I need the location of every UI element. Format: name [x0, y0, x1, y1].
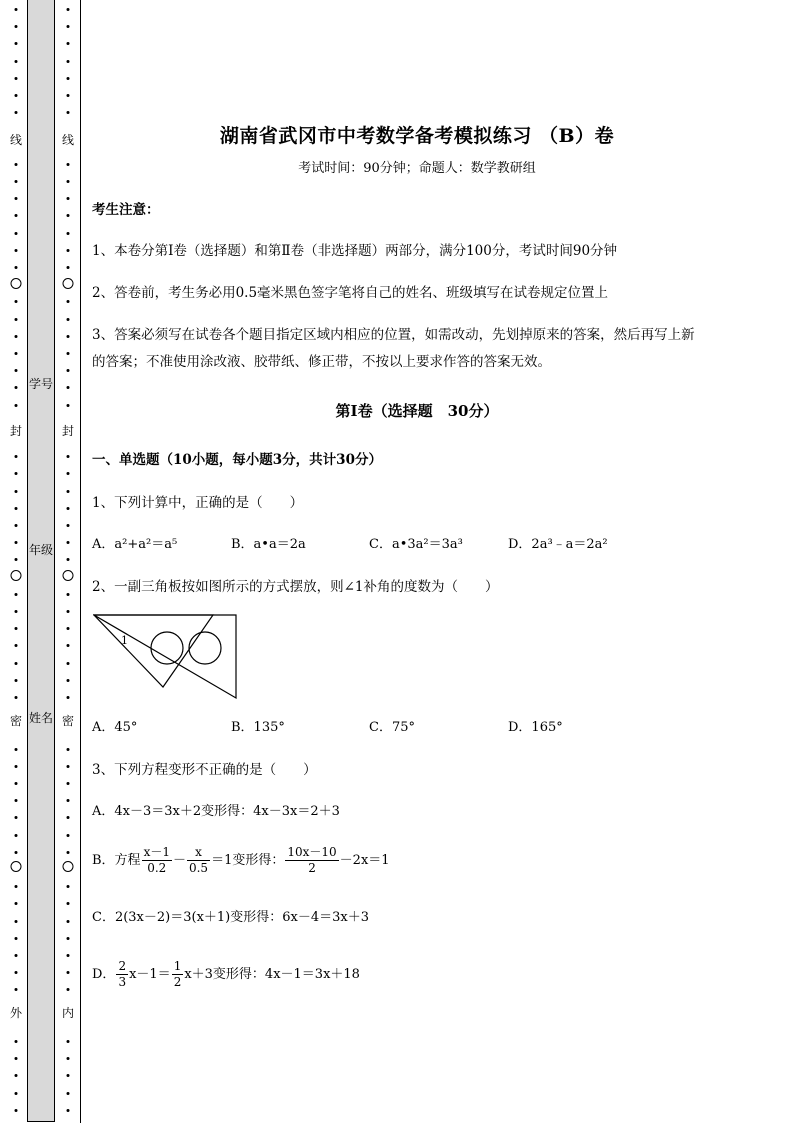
- circle-left: [151, 632, 183, 664]
- binding-dot: [67, 1040, 70, 1043]
- binding-dot: [15, 249, 18, 252]
- grade-label: 年级: [28, 543, 53, 557]
- binding-dot: [15, 404, 18, 407]
- binding-dot: [67, 851, 70, 854]
- binding-dot: [15, 455, 18, 458]
- binding-dot: [67, 885, 70, 888]
- binding-dot: [15, 679, 18, 682]
- notice-item-2: 2、答卷前，考生务必用0.5毫米黑色签字笔将自己的姓名、班级填写在试卷规定位置上: [92, 285, 609, 301]
- binding-circle: [11, 278, 22, 289]
- binding-dot: [67, 748, 70, 751]
- binding-dot: [67, 8, 70, 11]
- binding-dot: [15, 42, 18, 45]
- binding-mark-seal-inner: 封: [58, 424, 78, 438]
- q2-option-a: A．45°: [92, 720, 138, 735]
- binding-dot: [67, 627, 70, 630]
- binding-dot: [67, 77, 70, 80]
- notice-item-3: 3、答案必须写在试卷各个题目指定区域内相应的位置，如需改动，先划掉原来的答案，然后再写上新: [92, 327, 695, 343]
- binding-dot: [15, 524, 18, 527]
- binding-dot: [67, 937, 70, 940]
- binding-dot: [15, 851, 18, 854]
- binding-dot: [15, 902, 18, 905]
- binding-dot: [67, 765, 70, 768]
- binding-mark-secret: 密: [6, 714, 26, 728]
- binding-dot: [15, 1074, 18, 1077]
- q1-option-a: A．a²+a²＝a⁵: [92, 537, 178, 552]
- binding-dot: [15, 954, 18, 957]
- binding-dot: [67, 386, 70, 389]
- binding-dot: [15, 386, 18, 389]
- q3-option-a: A．4x－3＝3x＋2变形得：4x－3x＝2＋3: [92, 804, 340, 819]
- binding-dot: [15, 799, 18, 802]
- binding-dot: [67, 920, 70, 923]
- binding-dot: [15, 834, 18, 837]
- binding-dot: [67, 988, 70, 991]
- binding-dot: [67, 42, 70, 45]
- binding-dot: [67, 662, 70, 665]
- binding-dot: [67, 644, 70, 647]
- binding-dot: [67, 834, 70, 837]
- binding-dot: [67, 507, 70, 510]
- binding-dot: [15, 644, 18, 647]
- binding-dot: [15, 696, 18, 699]
- binding-dot: [67, 266, 70, 269]
- fraction: $\frac{x-1}{0.2}$: [143, 845, 170, 875]
- binding-dot: [15, 507, 18, 510]
- binding-dot: [67, 180, 70, 183]
- binding-circle: [63, 861, 74, 872]
- binding-dot: [15, 885, 18, 888]
- binding-dot: [15, 25, 18, 28]
- inner-binding-column: [58, 0, 78, 1123]
- binding-dot: [67, 782, 70, 785]
- binding-dot: [67, 1109, 70, 1112]
- notice-heading: 考生注意：: [92, 202, 160, 218]
- binding-circle: [11, 861, 22, 872]
- binding-dot: [67, 369, 70, 372]
- fraction: $\frac{2}{3}$: [118, 959, 127, 989]
- binding-dot: [15, 1057, 18, 1060]
- binding-dot: [67, 799, 70, 802]
- binding-dot: [15, 77, 18, 80]
- fraction: $\frac{10x-10}{2}$: [287, 845, 337, 875]
- binding-dot: [67, 111, 70, 114]
- binding-dot: [67, 1092, 70, 1095]
- binding-dot: [67, 197, 70, 200]
- binding-dot: [67, 352, 70, 355]
- binding-dot: [67, 404, 70, 407]
- circle-right: [189, 632, 221, 664]
- binding-dot: [15, 593, 18, 596]
- set-square-figure: [93, 612, 239, 700]
- angle-1-label: 1: [121, 634, 128, 647]
- binding-dot: [67, 541, 70, 544]
- binding-dot: [67, 472, 70, 475]
- binding-dot: [15, 490, 18, 493]
- binding-dot: [15, 180, 18, 183]
- binding-dot: [15, 8, 18, 11]
- binding-dot: [15, 558, 18, 561]
- binding-dot: [67, 610, 70, 613]
- fraction: $\frac{1}{2}$: [173, 959, 182, 989]
- binding-dot: [67, 971, 70, 974]
- binding-dot: [67, 94, 70, 97]
- exam-title: 湖南省武冈市中考数学备考模拟练习 （B）卷: [219, 125, 615, 147]
- binding-dot: [67, 214, 70, 217]
- q1-option-b: B．a•a＝2a: [231, 537, 306, 552]
- binding-dot: [15, 1092, 18, 1095]
- binding-dot: [15, 765, 18, 768]
- binding-mark-secret-inner: 密: [58, 714, 78, 728]
- binding-circle: [63, 570, 74, 581]
- binding-mark-seal: 封: [6, 424, 26, 438]
- binding-dot: [15, 335, 18, 338]
- binding-dot: [15, 662, 18, 665]
- binding-dot: [67, 300, 70, 303]
- binding-dot: [67, 335, 70, 338]
- name-label: 姓名: [28, 711, 53, 725]
- q1-option-d: D．2a³﹣a＝2a²: [508, 537, 608, 552]
- part-heading: 一、单选题（10小题，每小题3分，共计30分）: [92, 452, 382, 468]
- binding-dot: [15, 197, 18, 200]
- q3-option-c: C．2(3x－2)＝3(x＋1)变形得：6x－4＝3x＋3: [92, 910, 369, 925]
- binding-dot: [15, 266, 18, 269]
- binding-dot: [15, 971, 18, 974]
- binding-dot: [15, 748, 18, 751]
- q3-option-b: B．方程 $\frac{x-1}{0.2}$ － $\frac{x}{0.5}$ ＝1变形得： $\frac{10x-10}{2}$ －2x＝1: [92, 845, 390, 875]
- outer-binding-column: [6, 0, 26, 1123]
- binding-dot: [15, 60, 18, 63]
- binding-dot: [67, 524, 70, 527]
- binding-dot: [15, 816, 18, 819]
- binding-dot: [15, 472, 18, 475]
- question-2-stem: 2、一副三角板按如图所示的方式摆放，则∠1补角的度数为（ ）: [92, 579, 499, 595]
- binding-dot: [15, 369, 18, 372]
- binding-dot: [15, 541, 18, 544]
- binding-dot: [67, 593, 70, 596]
- exam-subtitle: 考试时间：90分钟；命题人：数学教研组: [298, 161, 536, 176]
- binding-dot: [15, 300, 18, 303]
- student-info-strip: [27, 0, 55, 1122]
- binding-mark-line: 线: [6, 133, 26, 147]
- binding-dot: [67, 816, 70, 819]
- binding-dot: [67, 1074, 70, 1077]
- binding-dot: [15, 920, 18, 923]
- q2-option-d: D．165°: [508, 720, 563, 735]
- binding-dot: [15, 111, 18, 114]
- set-square-large: [94, 615, 236, 698]
- binding-dot: [67, 60, 70, 63]
- q2-option-c: C．75°: [369, 720, 415, 735]
- binding-dot: [15, 937, 18, 940]
- binding-dot: [67, 679, 70, 682]
- q3-option-d: D． $\frac{2}{3}$ x－1＝ $\frac{1}{2}$ x＋3变形得：4x－1＝3x＋18: [92, 959, 360, 989]
- section-title: 第I卷（选择题 30分）: [335, 402, 499, 420]
- binding-dot: [15, 627, 18, 630]
- binding-dot: [67, 490, 70, 493]
- q2-option-b: B．135°: [231, 720, 285, 735]
- question-3-stem: 3、下列方程变形不正确的是（ ）: [92, 762, 317, 778]
- student-id-label: 学号: [28, 377, 53, 391]
- binding-dot: [67, 163, 70, 166]
- binding-dot: [67, 558, 70, 561]
- binding-mark-outer: 外: [6, 1006, 26, 1020]
- binding-dot: [67, 954, 70, 957]
- binding-dot: [15, 352, 18, 355]
- binding-dot: [15, 214, 18, 217]
- binding-dot: [15, 1040, 18, 1043]
- binding-dot: [15, 232, 18, 235]
- binding-dot: [67, 455, 70, 458]
- binding-dot: [67, 232, 70, 235]
- binding-dot: [67, 318, 70, 321]
- question-1-stem: 1、下列计算中，正确的是（ ）: [92, 495, 304, 511]
- binding-dot: [15, 610, 18, 613]
- binding-dot: [15, 318, 18, 321]
- binding-dot: [15, 988, 18, 991]
- notice-item-1: 1、本卷分第I卷（选择题）和第Ⅱ卷（非选择题）两部分，满分100分，考试时间90分钟: [92, 243, 618, 259]
- binding-dot: [67, 902, 70, 905]
- binding-dot: [15, 1109, 18, 1112]
- binding-circle: [11, 570, 22, 581]
- binding-dot: [15, 94, 18, 97]
- binding-dot: [67, 696, 70, 699]
- binding-dot: [15, 163, 18, 166]
- binding-circle: [63, 278, 74, 289]
- fraction: $\frac{x}{0.5}$: [188, 845, 209, 875]
- binding-mark-inner: 内: [58, 1006, 78, 1020]
- binding-dot: [67, 249, 70, 252]
- binding-dot: [67, 1057, 70, 1060]
- binding-line: [80, 0, 81, 1123]
- notice-item-3-cont: 的答案；不准使用涂改液、胶带纸、修正带，不按以上要求作答的答案无效。: [92, 354, 551, 370]
- binding-dot: [67, 25, 70, 28]
- binding-dot: [15, 782, 18, 785]
- q1-option-c: C．a•3a²＝3a³: [369, 537, 463, 552]
- binding-mark-line-inner: 线: [58, 133, 78, 147]
